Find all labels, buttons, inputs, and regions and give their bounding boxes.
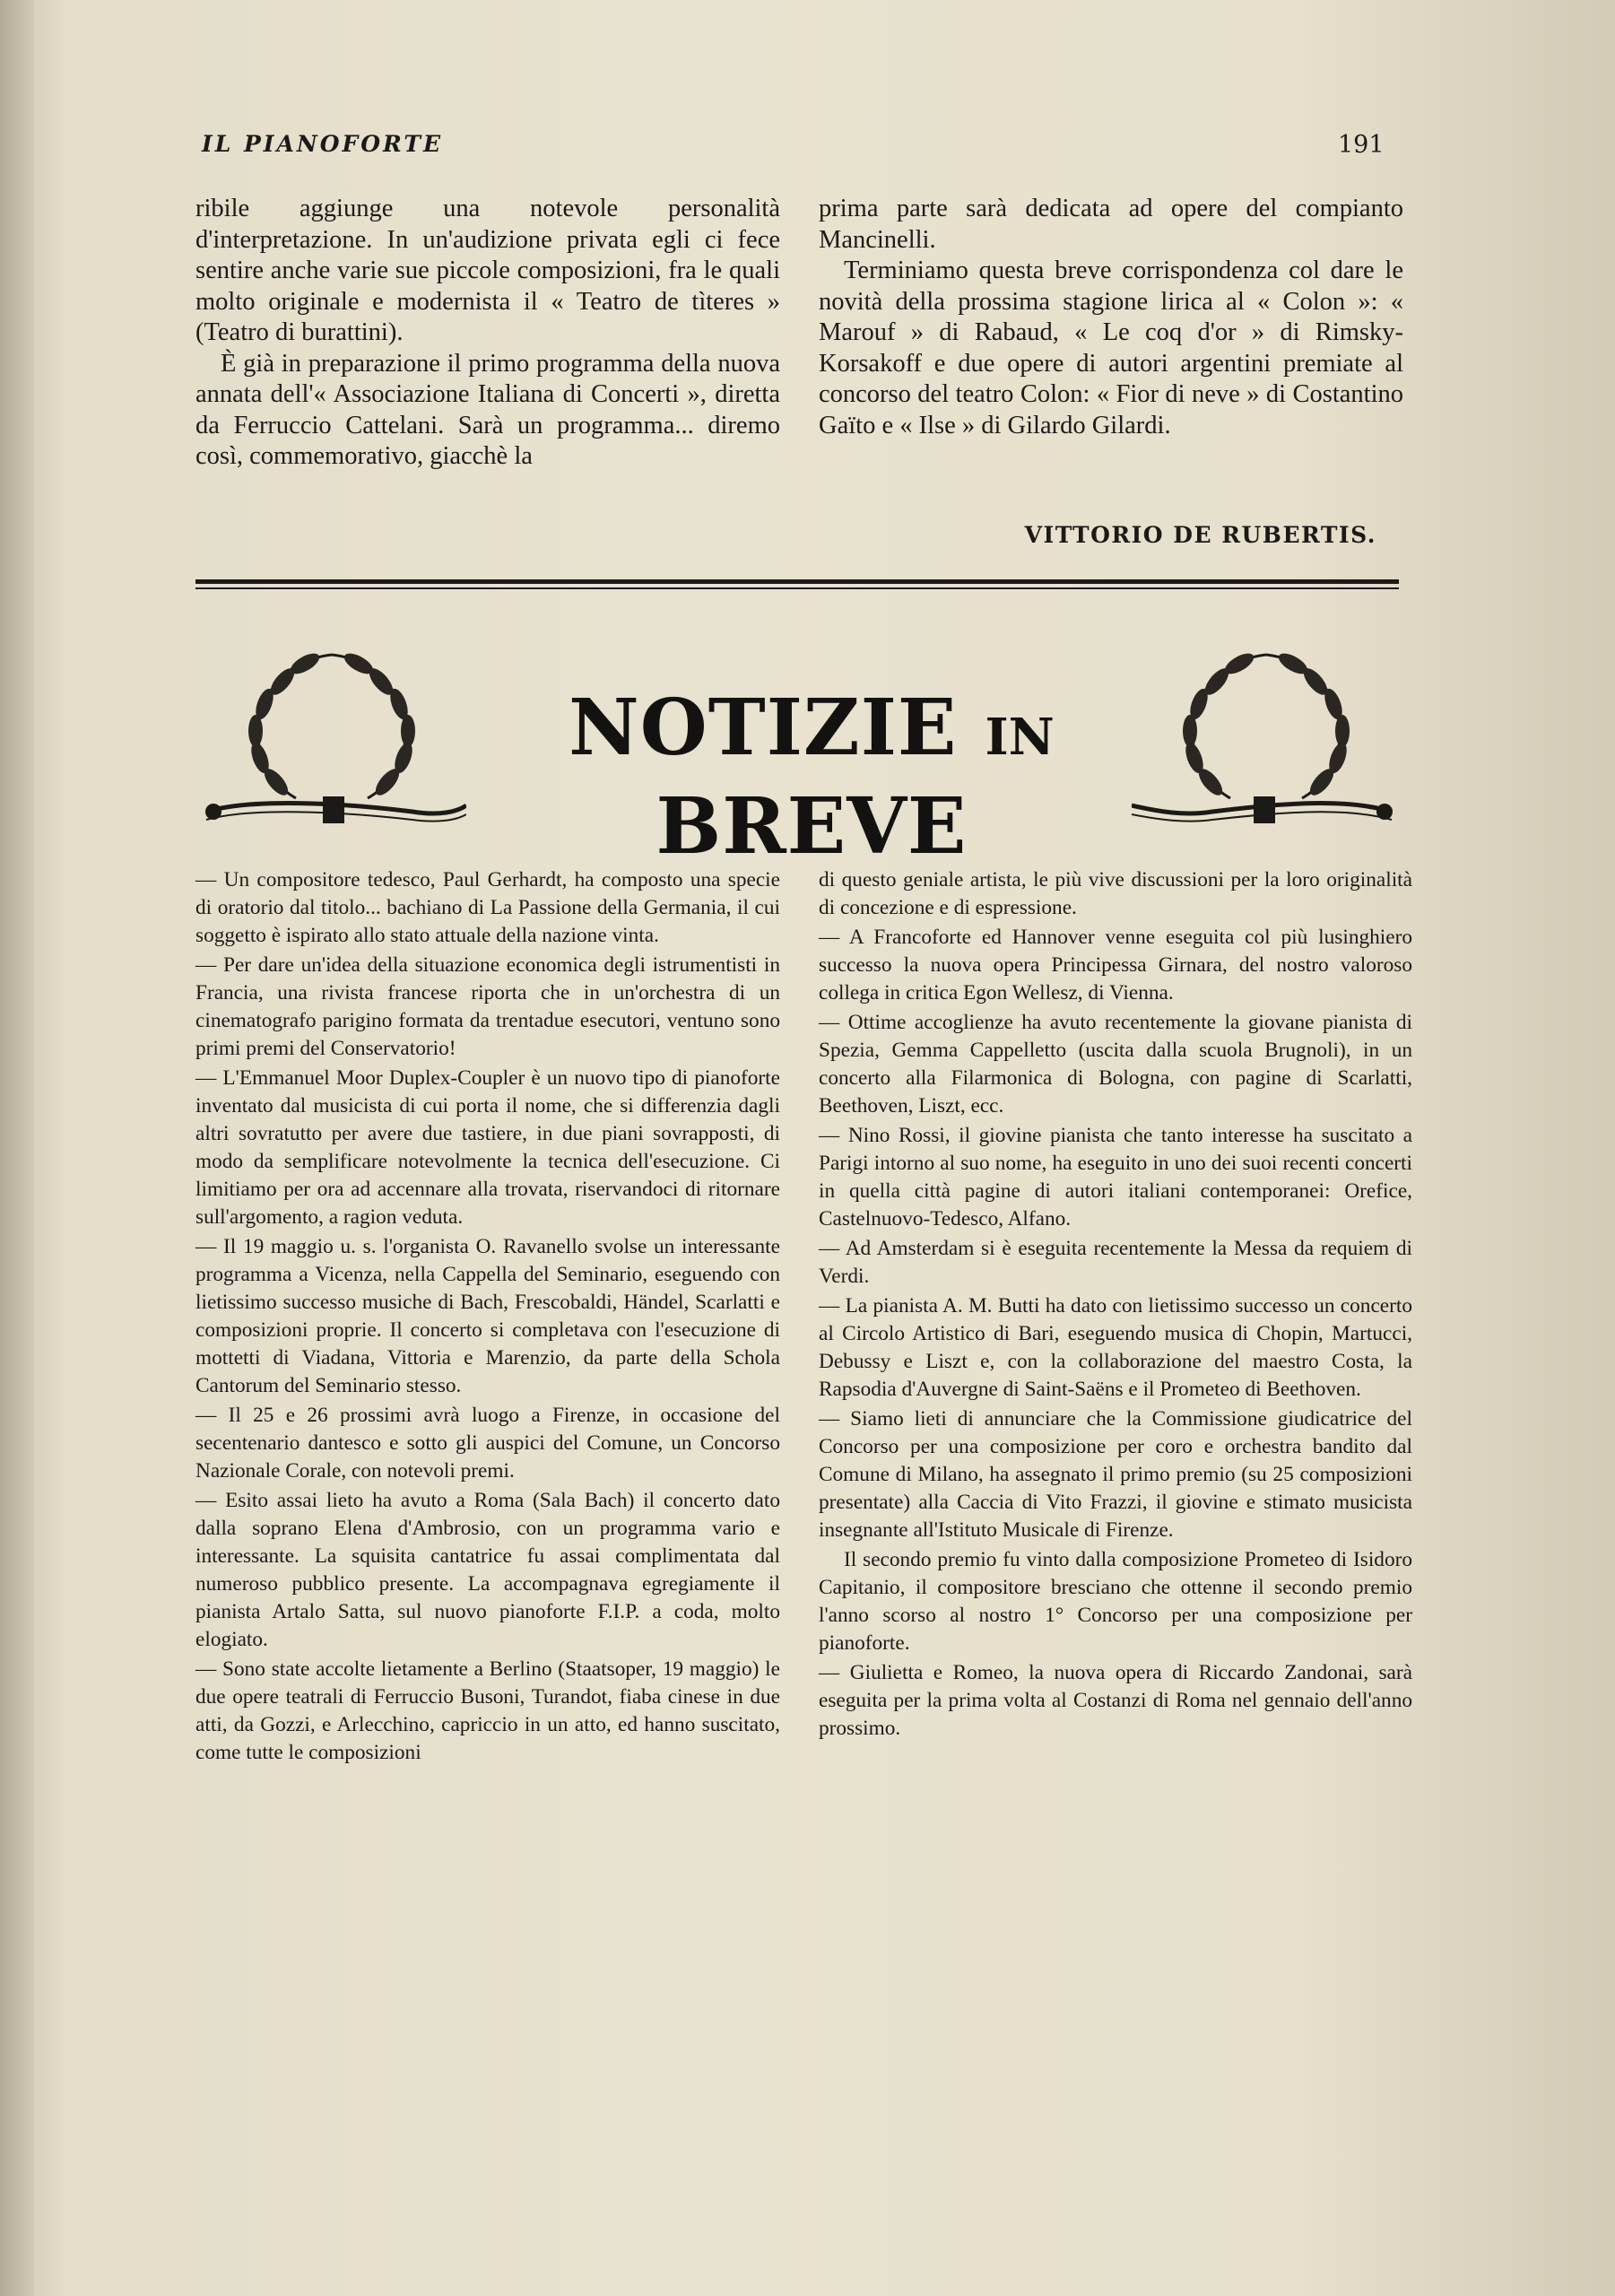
news-item: — Per dare un'idea della situazione economica degli istrumentisti in Francia, una rivista francese riporta che in un'orchestra di un cinematografo parigino formata da trentadue esecutori, ventuno sono primi premi del Conservatorio! bbox=[195, 953, 780, 1060]
page-number: 191 bbox=[1338, 131, 1385, 159]
laurel-wreath-left-icon bbox=[197, 628, 466, 843]
news-item: — Il 25 e 26 prossimi avrà luogo a Firenze, in occasione del secentenario dantesco e sotto gli auspici del Comune, un Concorso Nazionale Corale, con notevoli premi. bbox=[195, 1404, 780, 1483]
top-right-column bbox=[819, 194, 1403, 441]
paragraph: prima parte sarà dedicata ad opere del compianto Mancinelli. bbox=[819, 195, 1403, 254]
running-head: IL PIANOFORTE bbox=[202, 131, 444, 157]
top-left-column bbox=[195, 194, 780, 473]
news-item: — Sono state accolte lietamente a Berlino (Staatsoper, 19 maggio) le due opere teatrali di Ferruccio Busoni, Turandot, fiaba cinese in due atti, da Gozzi, e Arlecchino, capriccio in un atto, ed hanno suscitato, come tutte le composizioni bbox=[195, 1657, 780, 1764]
news-item: — Un compositore tedesco, Paul Gerhardt, ha composto una specie di oratorio dal titolo... bachiano di La Passione della Germania, il cui soggetto è ispirato allo stato attuale della nazione vinta. bbox=[195, 868, 780, 947]
news-item: — Nino Rossi, il giovine pianista che tanto interesse ha suscitato a Parigi intorno al suo nome, ha eseguito in uno dei suoi recenti concerti in quella città pagine di autori italiani contemporanei: Orefice, Castelnuovo-Tedesco, Alfano. bbox=[819, 1124, 1412, 1231]
news-item: — Siamo lieti di annunciare che la Commissione giudicatrice del Concorso per una composizione per coro e orchestra bandito dal Comune di Milano, ha assegnato il primo premio (su 25 composizioni presentate) alla Caccia di Vito Frazzi, il giovine e stimato musicista insegnante all'Istituto Musicale di Firenze. bbox=[819, 1407, 1412, 1542]
signature: VITTORIO DE RUBERTIS. bbox=[1024, 522, 1376, 548]
paragraph: Terminiamo questa breve corrispondenza col dare le novità della prossima stagione lirica al « Colon »: « Marouf » di Rabaud, « Le coq d'or » di Rimsky-Korsakoff e due opere di autori argentini premiate al concorso del teatro Colon: « Fior di neve » di Costantino Gaïto e « Ilse » di Gilardo Gilardi. bbox=[819, 257, 1403, 439]
divider-rule-thin bbox=[195, 587, 1399, 589]
paragraph: ribile aggiunge una notevole personalità d'interpretazione. In un'audizione privata egli ci fece sentire anche varie sue piccole composizioni, fra le quali molto originale e modernista il « Teatro de tìteres » (Teatro di burattini). bbox=[195, 195, 780, 346]
news-item: — Il 19 maggio u. s. l'organista O. Ravanello svolse un interessante programma a Vicenza, nella Cappella del Seminario, eseguendo con lietissimo successo musiche di Bach, Frescobaldi, Händel, Scarlatti e composizioni proprie. Il concerto si completava con l'esecuzione di mottetti di Viadana, Vittoria e Marenzio, da parte della Schola Cantorum del Seminario stesso. bbox=[195, 1235, 780, 1397]
news-item: — L'Emmanuel Moor Duplex-Coupler è un nuovo tipo di pianoforte inventato dal musicista di cui porta il nome, che si differenzia dagli altri sovratutto per avere due tastiere, in due piani sovrapposti, di modo da semplificare notevolmente la tecnica dell'esecuzione. Ci limitiamo per ora ad accennare alla trovata, riservandoci di ritornare sull'argomento, a ragion veduta. bbox=[195, 1066, 780, 1229]
news-item: — Ad Amsterdam si è eseguita recentemente la Messa da requiem di Verdi. bbox=[819, 1237, 1412, 1288]
news-left-column bbox=[195, 866, 780, 1769]
news-item: — La pianista A. M. Butti ha dato con lietissimo successo un concerto al Circolo Artistico di Bari, eseguendo musica di Chopin, Martucci, Debussy e Liszt e, con la collaborazione del maestro Costa, la Rapsodia d'Auvergne di Saint-Saëns e il Prometeo di Beethoven. bbox=[819, 1294, 1412, 1401]
news-item: Il secondo premio fu vinto dalla composizione Prometeo di Isidoro Capitanio, il compositore bresciano che ottenne il secondo premio l'anno scorso al nostro 1° Concorso per una composizione per pianoforte. bbox=[819, 1548, 1412, 1655]
divider-rule-thick bbox=[195, 579, 1399, 584]
section-title: NOTIZIE IN BREVE bbox=[569, 683, 1055, 872]
news-right-column bbox=[819, 866, 1412, 1744]
news-item: di questo geniale artista, le più vive discussioni per la loro originalità di concezione e di espressione. bbox=[819, 868, 1412, 919]
news-item: — Giulietta e Romeo, la nuova opera di Riccardo Zandonai, sarà eseguita per la prima volta al Costanzi di Roma nel gennaio dell'anno prossimo. bbox=[819, 1661, 1412, 1740]
laurel-wreath-right-icon bbox=[1132, 628, 1401, 843]
paragraph: È già in preparazione il primo programma della nuova annata dell'« Associazione Italiana di Concerti », diretta da Ferruccio Cattelani. Sarà un programma... diremo così, commemorativo, giacchè la bbox=[195, 349, 780, 470]
page-spine-shadow bbox=[0, 0, 34, 2296]
news-item: — A Francoforte ed Hannover venne eseguita col più lusinghiero successo la nuova opera Principessa Girnara, del nostro valoroso collega in critica Egon Wellesz, di Vienna. bbox=[819, 926, 1412, 1004]
news-item: — Esito assai lieto ha avuto a Roma (Sala Bach) il concerto dato dalla soprano Elena d'Ambrosio, con un programma vario e interessante. La squisita cantatrice fu assai complimentata dal numeroso pubblico presente. La accompagnava egregiamente il pianista Artalo Satta, sul nuovo pianoforte F.I.P. a coda, molto elogiato. bbox=[195, 1489, 780, 1651]
news-item: — Ottime accoglienze ha avuto recentemente la giovane pianista di Spezia, Gemma Cappelletto (uscita dalla scuola Brugnoli), in un concerto alla Filarmonica di Bologna, con pagine di Scarlatti, Beethoven, Liszt, ecc. bbox=[819, 1011, 1412, 1118]
